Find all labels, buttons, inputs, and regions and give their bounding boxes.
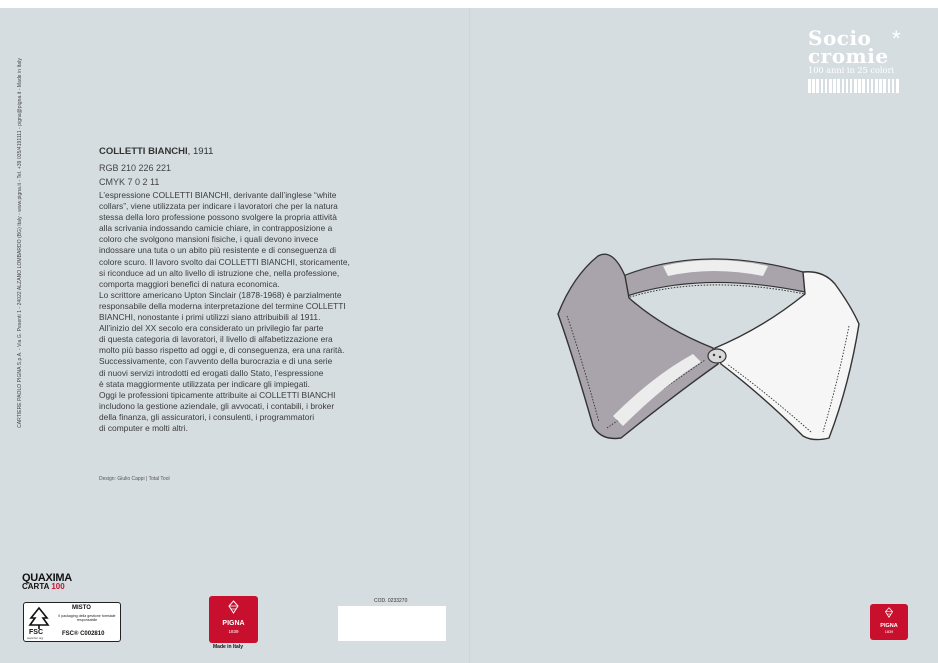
fsc-tree-icon <box>27 606 51 630</box>
logo-bar <box>883 79 886 93</box>
color-year: , 1911 <box>187 146 214 157</box>
logo-star-icon: * <box>892 26 901 51</box>
color-title <box>99 146 213 157</box>
logo-bar <box>846 79 849 93</box>
logo-word-socio: Socio <box>808 26 872 50</box>
logo-bar <box>833 79 836 93</box>
pigna-logo-small <box>870 604 908 640</box>
fsc-description: Il packaging della gestione forestale responsabile <box>58 614 116 623</box>
barcode-area <box>338 606 446 641</box>
description-line: BIANCHI, nonostante i primi utilizzi siano attribuibili al 1911. <box>99 312 321 323</box>
logo-bar <box>862 79 865 93</box>
logo-color-bars <box>808 79 912 93</box>
made-in-italy: Made in Italy <box>213 644 244 650</box>
logo-bar <box>825 79 828 93</box>
pigna-pinecone-icon <box>226 600 241 614</box>
pigna-name-small: PIGNA <box>880 623 898 629</box>
fold-line <box>469 8 470 663</box>
rgb-values: RGB 210 226 221 <box>99 163 172 173</box>
quaxima-carta-logo <box>22 572 86 598</box>
description-line: L’espressione COLLETTI BIANCHI, derivante dall’inglese “white <box>99 190 337 200</box>
logo-subtitle: 100 anni in 25 colori <box>808 65 894 75</box>
description-line: di computer e molti altri. <box>99 422 188 433</box>
logo-bar <box>867 79 870 93</box>
socio-cromie-logo <box>808 26 912 104</box>
description-line: di questa categoria di lavoratori, il livello di alfabetizzazione era <box>99 334 333 345</box>
logo-bar <box>896 79 899 93</box>
logo-bar <box>892 79 895 93</box>
design-credit: Design: Giulio Cappi | Total Tool <box>99 476 170 482</box>
description-line: collars”, viene utilizzata per indicare i lavoratori che per la natura <box>99 201 338 212</box>
description-text <box>99 190 361 434</box>
fsc-label <box>23 602 121 642</box>
description-line: stessa della loro professione possono svolgere la propria attività <box>99 212 337 223</box>
logo-bar <box>837 79 840 93</box>
pigna-year: 1839 <box>228 629 239 634</box>
pigna-pinecone-icon-small <box>883 607 895 618</box>
description-line: responsabile della moderna interpretazione del termine COLLETTI <box>99 300 346 311</box>
description-line: della finanza, gli assicuratori, i consulenti, i programmatori <box>99 411 315 422</box>
description-line: di nuovi servizi introdotti ed erogati dallo Stato, l’espressione <box>99 367 324 378</box>
color-name: COLLETTI BIANCHI <box>99 146 188 157</box>
logo-bar <box>854 79 857 93</box>
logo-bar <box>875 79 878 93</box>
fsc-website: www.fsc.org <box>27 636 44 640</box>
description-line: molto più basso rispetto ad oggi e, di conseguenza, era una rarità. <box>99 345 345 356</box>
logo-word-cromie: cromie <box>808 44 889 68</box>
printer-info-vertical: CARTIERE PAOLO PIGNA S.p.A. - Via G. Pesenti 1 - 24022 ALZANO LOMBARDO (BG) Italy - www.pigna.it - Tel. +39 035/4191111 - pigna@pigna.it - Made in Italy <box>17 58 23 428</box>
logo-bar <box>816 79 819 93</box>
quaxima-line2: CARTA 100 <box>22 582 65 591</box>
logo-bar <box>871 79 874 93</box>
logo-bar <box>858 79 861 93</box>
description-line: Successivamente, con l’avvento della burocrazia e di una serie <box>99 356 333 367</box>
description-line: alla scrivania indossando camicie chiare, in contrapposizione a <box>99 223 333 234</box>
description-line: è stata maggiormente utilizzata per indicare gli impiegati. <box>99 378 310 389</box>
description-line: All’inizio del XX secolo era considerato un privilegio far parte <box>99 323 324 334</box>
product-code: COD. 0233270 <box>374 598 408 604</box>
pigna-year-small: 1839 <box>884 630 894 634</box>
description-line: indossare una tuta o un abito più resistente e di conseguenza di <box>99 245 336 256</box>
description-line: includono la gestione aziendale, gli avvocati, i contabili, i broker <box>99 400 335 411</box>
description-line: Lo scrittore americano Upton Sinclair (1878-1968) è parzialmente <box>99 289 342 300</box>
description-line: si riconduce ad un alto livello di istruzione che, nella professione, <box>99 267 340 278</box>
quaxima-line1: QUAXIMA <box>22 572 72 584</box>
logo-bar <box>812 79 815 93</box>
logo-bar <box>888 79 891 93</box>
fsc-misto: MISTO <box>72 605 91 611</box>
description-line: colore scuro. Il lavoro svolto dai COLLETTI BIANCHI, storicamente, <box>99 256 350 267</box>
logo-bar <box>842 79 845 93</box>
description-line: Oggi le professioni tipicamente attribuite ai COLLETTI BIANCHI <box>99 389 336 400</box>
description-line: comporta maggiori benefici di natura economica. <box>99 278 280 289</box>
pigna-name: PIGNA <box>222 620 245 627</box>
pigna-logo <box>209 596 258 643</box>
logo-bar <box>808 79 811 93</box>
white-collar-illustration <box>553 236 861 446</box>
logo-bar <box>829 79 832 93</box>
cmyk-values: CMYK 7 0 2 11 <box>99 177 160 187</box>
logo-bar <box>879 79 882 93</box>
logo-bar <box>821 79 824 93</box>
fsc-mark-text: FSC <box>29 629 43 636</box>
logo-bar <box>850 79 853 93</box>
description-line: coloro che svolgono mansioni fisiche, i quali devono invece <box>99 234 319 245</box>
fsc-code: FSC® C002810 <box>62 631 105 637</box>
